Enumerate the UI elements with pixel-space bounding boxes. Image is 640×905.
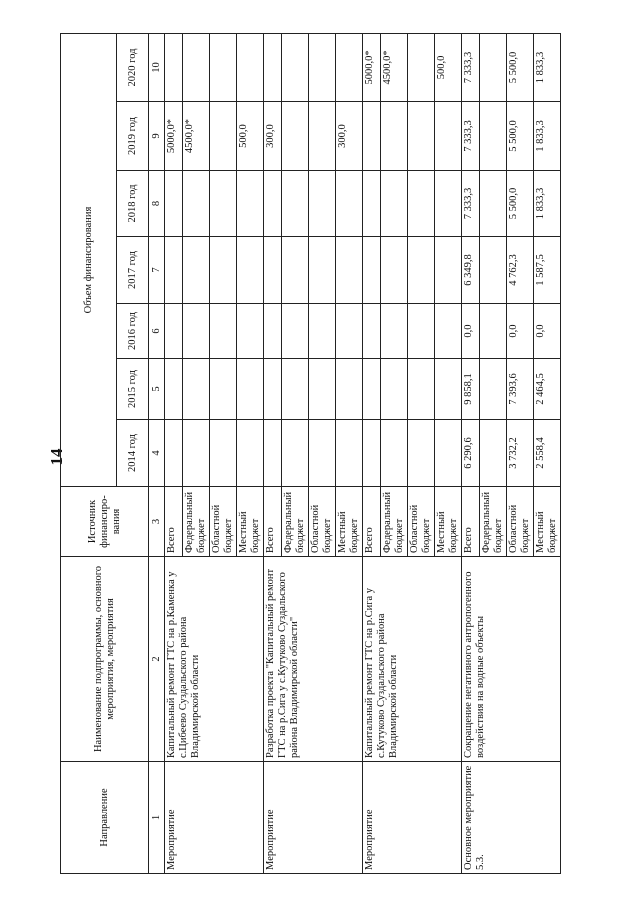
source-cell: Областной бюджет	[507, 487, 534, 557]
value-cell	[264, 304, 282, 359]
value-cell	[165, 237, 183, 304]
value-cell	[336, 359, 363, 420]
value-cell	[480, 304, 507, 359]
column-number: 8	[149, 171, 165, 237]
value-cell	[237, 304, 264, 359]
header-year: 2019 год	[117, 102, 149, 171]
source-cell: Федеральный бюджет	[480, 487, 507, 557]
value-cell	[336, 237, 363, 304]
value-cell	[183, 359, 210, 420]
value-cell	[480, 171, 507, 237]
value-cell: 6 290,6	[462, 420, 480, 487]
source-cell: Всего	[165, 487, 183, 557]
value-cell	[309, 33, 336, 101]
value-cell	[309, 420, 336, 487]
source-cell: Местный бюджет	[534, 487, 561, 557]
value-cell	[408, 237, 435, 304]
value-cell	[165, 420, 183, 487]
value-cell: 6 349,8	[462, 237, 480, 304]
value-cell	[210, 102, 237, 171]
column-number: 9	[149, 102, 165, 171]
value-cell	[183, 171, 210, 237]
value-cell: 500,0	[237, 102, 264, 171]
value-cell	[237, 33, 264, 101]
value-cell: 3 732,2	[507, 420, 534, 487]
value-cell	[381, 171, 408, 237]
value-cell	[408, 171, 435, 237]
value-cell	[363, 304, 381, 359]
value-cell	[480, 420, 507, 487]
value-cell	[435, 237, 462, 304]
value-cell	[264, 237, 282, 304]
value-cell: 5000,0*	[363, 33, 381, 101]
source-cell: Местный бюджет	[237, 487, 264, 557]
value-cell	[183, 237, 210, 304]
value-cell	[480, 237, 507, 304]
value-cell: 0,0	[534, 304, 561, 359]
value-cell	[309, 304, 336, 359]
page-number: 14	[47, 448, 66, 466]
value-cell	[363, 171, 381, 237]
value-cell	[237, 420, 264, 487]
value-cell: 1 587,5	[534, 237, 561, 304]
value-cell	[408, 420, 435, 487]
value-cell: 5 500,0	[507, 102, 534, 171]
value-cell	[165, 304, 183, 359]
value-cell	[210, 304, 237, 359]
value-cell	[237, 237, 264, 304]
value-cell	[336, 171, 363, 237]
value-cell	[210, 359, 237, 420]
header-name: Наименование подпрограммы, основного мероприятия, мероприятия	[61, 557, 149, 762]
direction-cell: Мероприятие	[363, 762, 462, 874]
value-cell	[183, 304, 210, 359]
source-cell: Областной бюджет	[309, 487, 336, 557]
source-cell: Областной бюджет	[408, 487, 435, 557]
value-cell	[381, 304, 408, 359]
table-row	[462, 33, 480, 873]
value-cell: 1 833,3	[534, 102, 561, 171]
value-cell: 300,0	[264, 102, 282, 171]
value-cell: 2 464,5	[534, 359, 561, 420]
value-cell: 2 558,4	[534, 420, 561, 487]
value-cell: 7 393,6	[507, 359, 534, 420]
header-volume: Объем финансирования	[61, 33, 117, 486]
direction-cell: Мероприятие	[264, 762, 363, 874]
value-cell: 7 333,3	[462, 33, 480, 101]
value-cell: 5 500,0	[507, 171, 534, 237]
value-cell	[336, 33, 363, 101]
table-body	[61, 33, 561, 873]
value-cell	[381, 420, 408, 487]
value-cell	[309, 237, 336, 304]
source-cell: Федеральный бюджет	[183, 487, 210, 557]
header-year: 2015 год	[117, 359, 149, 420]
value-cell: 4 762,3	[507, 237, 534, 304]
value-cell	[363, 359, 381, 420]
value-cell	[183, 420, 210, 487]
value-cell	[363, 237, 381, 304]
rotated-table-container	[60, 34, 580, 874]
value-cell	[237, 171, 264, 237]
value-cell	[480, 359, 507, 420]
value-cell	[381, 359, 408, 420]
value-cell	[165, 171, 183, 237]
value-cell	[264, 33, 282, 101]
value-cell	[435, 304, 462, 359]
value-cell	[282, 237, 309, 304]
value-cell	[435, 102, 462, 171]
value-cell	[282, 420, 309, 487]
value-cell	[408, 304, 435, 359]
header-year: 2018 год	[117, 171, 149, 237]
source-cell: Местный бюджет	[336, 487, 363, 557]
value-cell	[435, 420, 462, 487]
value-cell: 7 333,3	[462, 102, 480, 171]
value-cell: 5 500,0	[507, 33, 534, 101]
direction-cell: Мероприятие	[165, 762, 264, 874]
value-cell	[264, 171, 282, 237]
value-cell	[480, 33, 507, 101]
value-cell	[363, 102, 381, 171]
value-cell	[264, 359, 282, 420]
header-year: 2020 год	[117, 33, 149, 101]
value-cell	[336, 304, 363, 359]
column-number: 3	[149, 487, 165, 557]
value-cell	[435, 171, 462, 237]
activity-name-cell: Капитальный ремонт ГТС на р.Каменка у с.Цибеево Суздальского района Владимирской области	[165, 557, 264, 762]
source-cell: Федеральный бюджет	[282, 487, 309, 557]
column-number: 4	[149, 420, 165, 487]
value-cell	[282, 359, 309, 420]
value-cell	[336, 420, 363, 487]
value-cell: 1 833,3	[534, 33, 561, 101]
activity-name-cell: Сокращение негативного антропогенного воздействия на водные объекты	[462, 557, 561, 762]
financing-table	[60, 33, 561, 874]
value-cell: 500,0	[435, 33, 462, 101]
value-cell	[282, 304, 309, 359]
value-cell	[309, 171, 336, 237]
column-number: 5	[149, 359, 165, 420]
column-number: 1	[149, 762, 165, 874]
value-cell	[282, 171, 309, 237]
header-direction: Направление	[61, 762, 149, 874]
value-cell	[282, 102, 309, 171]
value-cell: 7 333,3	[462, 171, 480, 237]
source-cell: Всего	[363, 487, 381, 557]
value-cell	[282, 33, 309, 101]
column-number: 10	[149, 33, 165, 101]
value-cell: 9 858,1	[462, 359, 480, 420]
value-cell	[408, 359, 435, 420]
source-cell: Областной бюджет	[210, 487, 237, 557]
header-year: 2016 год	[117, 304, 149, 359]
value-cell: 5000,0*	[165, 102, 183, 171]
value-cell: 300,0	[336, 102, 363, 171]
value-cell	[381, 102, 408, 171]
activity-name-cell: Разработка проекта "Капитальный ремонт ГТС на р.Сига у с.Кутуково Суздальского района Владимирской области"	[264, 557, 363, 762]
value-cell	[408, 33, 435, 101]
activity-name-cell: Капитальный ремонт ГТС на р.Сига у с.Кутуково Суздальского района Владимирской области	[363, 557, 462, 762]
source-cell: Всего	[264, 487, 282, 557]
value-cell: 4500,0*	[381, 33, 408, 101]
value-cell	[363, 420, 381, 487]
table-row	[165, 33, 183, 873]
table-row	[363, 33, 381, 873]
source-cell: Всего	[462, 487, 480, 557]
value-cell: 1 833,3	[534, 171, 561, 237]
value-cell	[381, 237, 408, 304]
column-number: 6	[149, 304, 165, 359]
value-cell	[210, 33, 237, 101]
value-cell	[408, 102, 435, 171]
value-cell: 0,0	[462, 304, 480, 359]
direction-cell: Основное мероприятие 5.3.	[462, 762, 561, 874]
value-cell	[237, 359, 264, 420]
value-cell	[210, 171, 237, 237]
value-cell	[309, 359, 336, 420]
column-number: 2	[149, 557, 165, 762]
value-cell	[210, 237, 237, 304]
value-cell: 4500,0*	[183, 102, 210, 171]
value-cell	[435, 359, 462, 420]
value-cell	[165, 359, 183, 420]
header-year: 2017 год	[117, 237, 149, 304]
value-cell	[480, 102, 507, 171]
value-cell: 0,0	[507, 304, 534, 359]
source-cell: Федеральный бюджет	[381, 487, 408, 557]
value-cell	[183, 33, 210, 101]
header-source: Источник финансиро-вания	[61, 487, 149, 557]
value-cell	[165, 33, 183, 101]
value-cell	[210, 420, 237, 487]
source-cell: Местный бюджет	[435, 487, 462, 557]
table-row	[264, 33, 282, 873]
value-cell	[264, 420, 282, 487]
value-cell	[309, 102, 336, 171]
column-number: 7	[149, 237, 165, 304]
header-year: 2014 год	[117, 420, 149, 487]
